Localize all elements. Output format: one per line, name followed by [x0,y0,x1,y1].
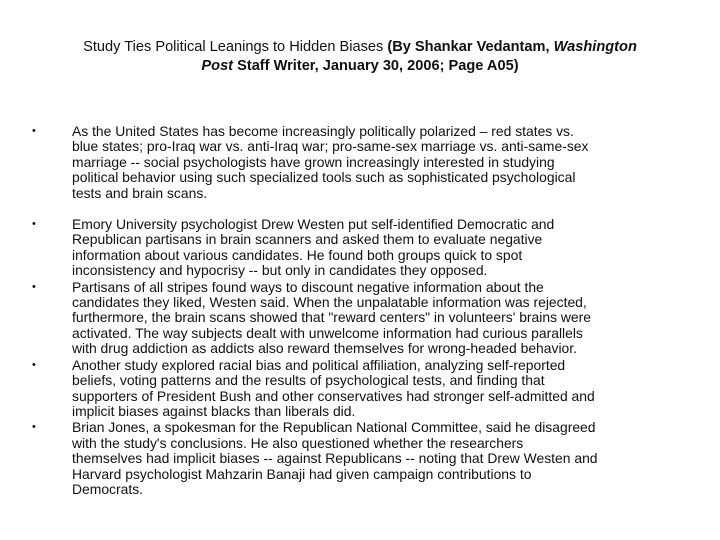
title-line-1 [0,38,720,57]
publication-name-part2: Post [201,58,234,74]
bullet-item [32,124,710,201]
bullet-text: Another study explored racial bias and political affiliation, analyzing self-reported beliefs, voting patterns and the results of psychological tests, and finding that supporters of President Bush and other conservatives had stronger self-admitted and implicit biases against blacks than liberals did. [72,356,595,419]
bullet-item [32,217,710,279]
publication-name-part1: Washington [553,39,637,55]
bullet-dot-icon: • [32,421,36,434]
byline-open: (By Shankar Vedantam, [383,39,554,55]
byline-close: Staff Writer, January 30, 2006; Page A05) [233,58,519,74]
bullet-dot-icon: • [32,218,36,231]
bullet-text: Emory University psychologist Drew Westen put self-identified Democratic and Republican partisans in brain scanners and asked them to evaluate negative information about various candidates. He found both groups quick to spot inconsistency and hypocrisy -- but only in candidates they opposed. [72,216,555,279]
bullet-dot-icon: • [32,280,36,293]
article-headline: Study Ties Political Leanings to Hidden Biases [83,39,384,55]
bullet-item [32,358,710,420]
bullet-text: As the United States has become increasingly politically polarized – red states vs. blue states; pro-Iraq war vs. anti-Iraq war; pro-same-sex marriage vs. anti-same-sex marriage -- social psychologists have grown increasingly interested in studying political behavior using such specialized tools such as sophisticated psychological tests and brain scans. [72,123,589,201]
bullet-dot-icon: • [32,125,36,137]
bullet-dot-icon: • [32,358,36,371]
bullet-text: Partisans of all stripes found ways to discount negative information about the candidates they liked, Westen said. When the unpalatable information was rejected, furthermore, the brain scans showed that "reward centers" in volunteers' brains were activated. The way subjects dealt with unwelcome information had curious parallels with drug addiction as addicts also reward themselves for wrong-headed behavior. [72,278,591,357]
bullet-text: Brian Jones, a spokesman for the Republican National Committee, said he disagreed with the study's conclusions. He also questioned whether the researchers themselves had implicit biases -- against Republicans -- noting that Drew Westen and Harvard psychologist Mahzarin Banaji had given campaign contributions to Democrats. [72,419,598,497]
title-line-2 [0,57,720,76]
slide-title [0,38,720,76]
bullet-item [32,420,710,497]
bullet-list [32,124,710,497]
bullet-item [32,280,710,357]
